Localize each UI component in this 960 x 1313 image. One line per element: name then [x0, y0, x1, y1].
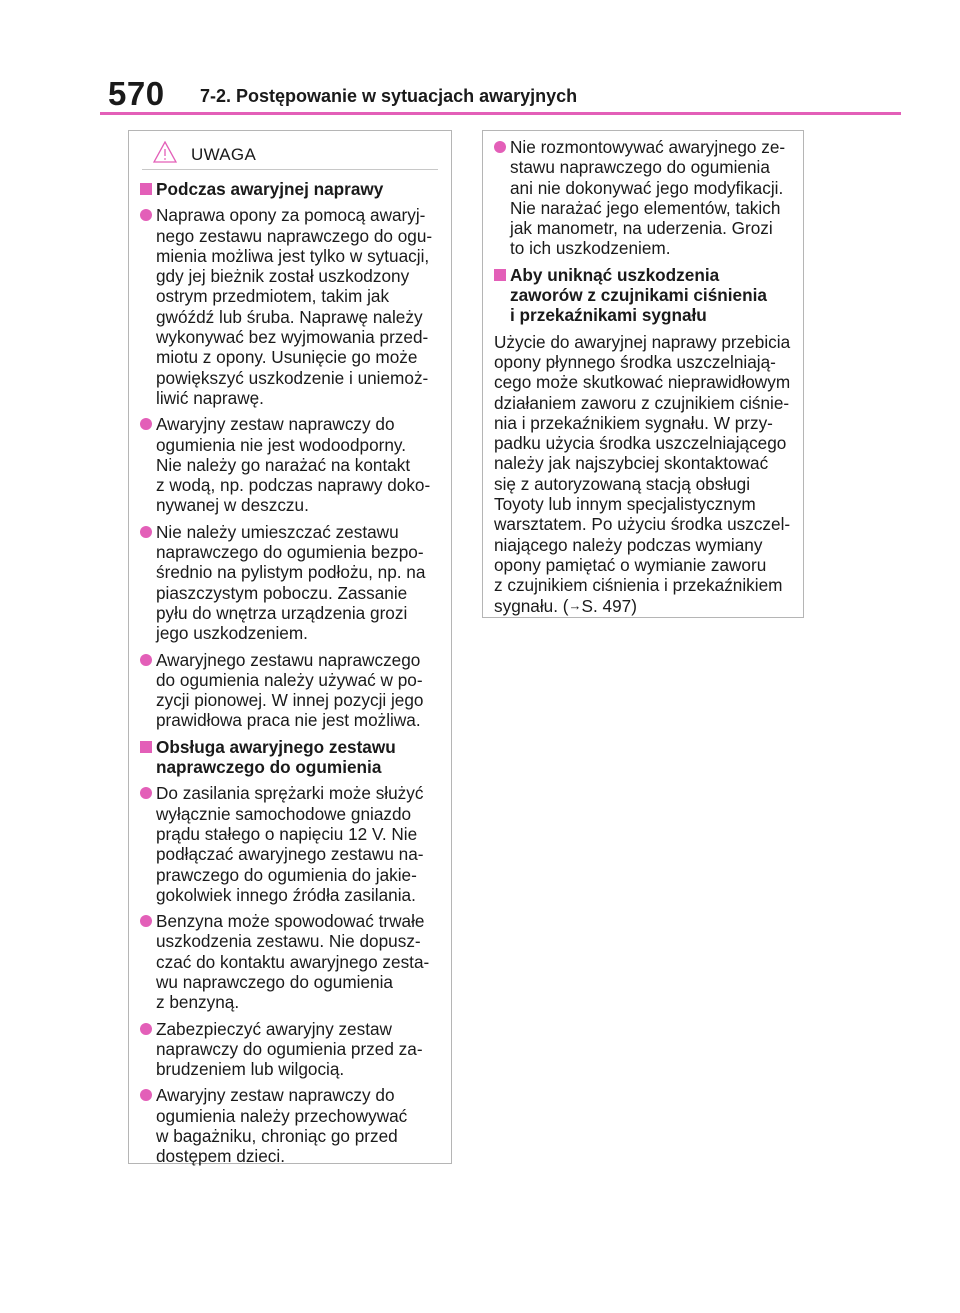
warning-bullet: Benzyna może spowodować trwałe uszkodzenia zestawu. Nie dopusz- czać do kontaktu awaryjnego zesta- wu naprawczego do ogumienia z benzyną.: [140, 911, 443, 1012]
warning-header: [143, 137, 443, 169]
round-bullet-icon: [140, 654, 152, 666]
warning-box-continued: [482, 130, 804, 618]
page-header: [0, 0, 960, 120]
round-bullet-icon: [140, 915, 152, 927]
round-bullet-icon: [140, 1089, 152, 1101]
body-paragraph: Użycie do awaryjnej naprawy przebicia opony płynnego środka uszczelniają- cego może skutkować nieprawidłowym działaniem zaworu z czujnikiem ciśnie- nia i przekaźnikiem sygnału. W przy- padku użycia środka uszczelniającego należy jak najszybciej skontaktować się z autoryzowaną stacją obsługi Toyoty lub innym specjalistycznym warsztatem. Po użyciu środka uszczel- niającego należy podczas wymiany opony pamiętać o wymianie zaworu z czujnikiem ciśnienia i przekaźnikiem sygnału. (→S. 497): [494, 332, 795, 616]
header-rule: [100, 112, 901, 115]
warning-triangle-icon: [153, 141, 177, 163]
subsection-heading: Aby uniknąć uszkodzenia zaworów z czujnikami ciśnienia i przekaźnikami sygnału: [494, 265, 795, 326]
round-bullet-icon: [140, 418, 152, 430]
warning-bullet: Zabezpieczyć awaryjny zestaw naprawczy do ogumienia przed za- brudzeniem lub wilgocią.: [140, 1019, 443, 1080]
round-bullet-icon: [140, 209, 152, 221]
warning-box: [128, 130, 452, 1167]
round-bullet-icon: [140, 526, 152, 538]
round-bullet-icon: [140, 1023, 152, 1035]
arrow-right-icon: →: [568, 597, 582, 613]
page-reference-line: sygnału. (→S. 497): [494, 595, 637, 616]
warning-bullet: Do zasilania sprężarki może służyć wyłącznie samochodowe gniazdo prądu stałego o napięciu 12 V. Nie podłączać awaryjnego zestawu na- prawczego do ogumienia do jakie- gokolwiek innego źródła zasilania.: [140, 783, 443, 905]
subsection-heading: Podczas awaryjnej naprawy: [140, 179, 443, 199]
warning-bullet: Nie należy umieszczać zestawu naprawczego do ogumienia bezpo- średnio na pylistym podłożu, np. na piaszczystym poboczu. Zassanie pyłu do wnętrza urządzenia grozi jego uszkodzeniem.: [140, 522, 443, 644]
section-title: 7-2. Postępowanie w sytuacjach awaryjnych: [200, 86, 578, 106]
warning-label: UWAGA: [191, 145, 257, 164]
square-bullet-icon: [140, 741, 152, 753]
warning-bullet: Awaryjny zestaw naprawczy do ogumienia należy przechowywać w bagażniku, chroniąc go przed dostępem dzieci.: [140, 1085, 443, 1166]
warning-content: [140, 179, 443, 1173]
warning-bullet: Awaryjnego zestawu naprawczego do ogumienia należy używać w po- zycji pionowej. W innej pozycji jego prawidłowa praca nie jest możliwa.: [140, 650, 443, 731]
round-bullet-icon: [494, 141, 506, 153]
square-bullet-icon: [140, 183, 152, 195]
warning-separator: [142, 169, 438, 170]
square-bullet-icon: [494, 269, 506, 281]
warning-content-continued: [494, 137, 795, 622]
warning-bullet: Awaryjny zestaw naprawczy do ogumienia nie jest wodoodporny. Nie należy go narażać na kontakt z wodą, np. podczas naprawy doko- nywanej w deszczu.: [140, 414, 443, 515]
warning-bullet: Naprawa opony za pomocą awaryj- nego zestawu naprawczego do ogu- mienia możliwa jest tylko w sytuacji, gdy jej bieżnik został uszkodzony ostrym przedmiotem, takim jak gwóźdź lub śruba. Naprawę należy wykonywać bez wyjmowania przed- miotu z opony. Usunięcie go może powiększyć uszkodzenie i uniemoż- liwić naprawę.: [140, 205, 443, 408]
subsection-heading: Obsługa awaryjnego zestawu naprawczego do ogumienia: [140, 737, 443, 778]
warning-bullet: Nie rozmontowywać awaryjnego ze- stawu naprawczego do ogumienia ani nie dokonywać jego modyfikacji. Nie narażać jego elementów, takich jak manometr, na uderzenia. Grozi to ich uszkodzeniem.: [494, 137, 795, 259]
round-bullet-icon: [140, 787, 152, 799]
page-number: 570: [108, 75, 165, 112]
page-reference-link[interactable]: S. 497): [581, 595, 637, 616]
